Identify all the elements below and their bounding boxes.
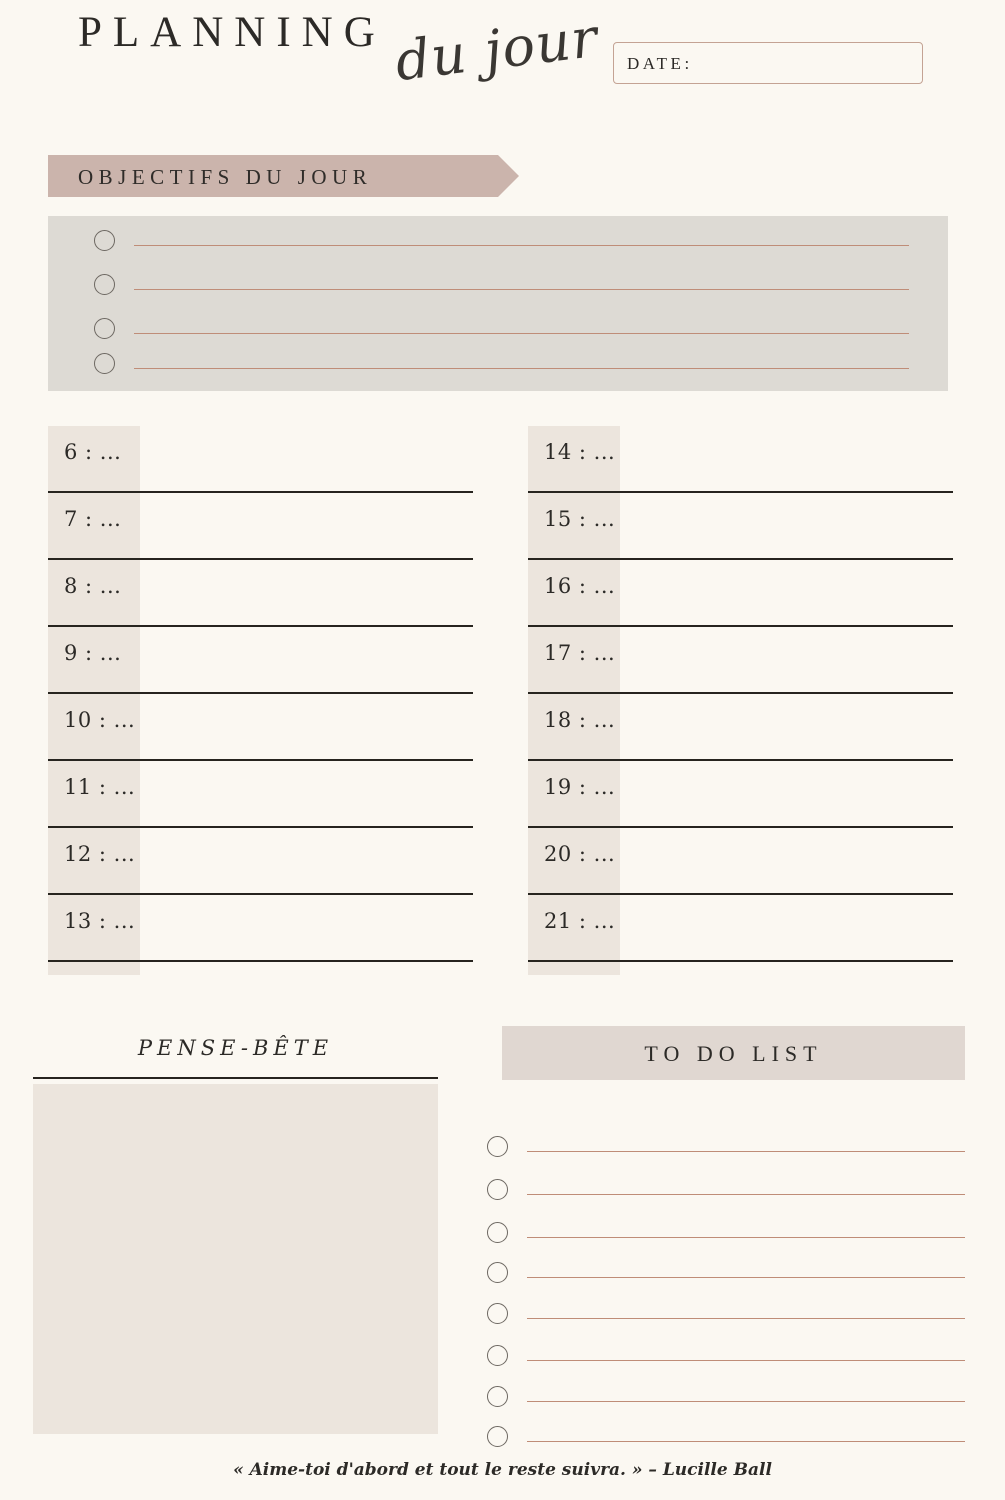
hour-label: 6 : ... [64,440,122,464]
schedule-row[interactable] [528,694,953,761]
schedule-row[interactable] [48,895,473,962]
checkbox-circle-icon[interactable] [487,1426,508,1447]
schedule-row[interactable] [528,895,953,962]
hour-label: 14 : ... [544,440,616,464]
checkbox-circle-icon[interactable] [487,1262,508,1283]
objectifs-banner [48,155,498,197]
schedule-row[interactable] [528,828,953,895]
todo-writing-line [527,1441,965,1442]
hour-label: 8 : ... [64,574,122,598]
hour-label: 9 : ... [64,641,122,665]
hour-label: 13 : ... [64,909,136,933]
hour-label: 7 : ... [64,507,122,531]
schedule-row[interactable] [48,761,473,828]
hour-label: 18 : ... [544,708,616,732]
date-label: DATE: [627,54,693,73]
hour-label: 17 : ... [544,641,616,665]
hour-label: 15 : ... [544,507,616,531]
objectif-writing-line [134,368,909,369]
todo-title: TO DO LIST [644,1041,823,1066]
date-field[interactable] [613,42,923,84]
objectif-writing-line [134,333,909,334]
page-title-script: du jour [391,5,602,94]
todo-writing-line [527,1401,965,1402]
todo-banner [502,1026,965,1080]
hour-label: 20 : ... [544,842,616,866]
todo-writing-line [527,1151,965,1152]
hour-label: 19 : ... [544,775,616,799]
todo-row[interactable] [487,1262,965,1284]
schedule-row[interactable] [48,560,473,627]
objectif-row[interactable] [94,230,909,252]
checkbox-circle-icon[interactable] [94,230,115,251]
pense-bete-rule [33,1077,438,1079]
footer-quote: « Aime-toi d'abord et tout le reste suivra. » – Lucille Ball [233,1460,772,1480]
checkbox-circle-icon[interactable] [94,274,115,295]
todo-row[interactable] [487,1136,965,1158]
schedule-row[interactable] [528,493,953,560]
checkbox-circle-icon[interactable] [94,353,115,374]
pense-bete-title: PENSE-BÊTE [137,1036,334,1060]
checkbox-circle-icon[interactable] [487,1345,508,1366]
todo-row[interactable] [487,1179,965,1201]
objectif-row[interactable] [94,274,909,296]
hour-label: 21 : ... [544,909,616,933]
objectif-row[interactable] [94,318,909,340]
todo-writing-line [527,1194,965,1195]
objectifs-panel [48,216,948,391]
objectif-row[interactable] [94,353,909,375]
hour-writing-line [48,960,473,962]
checkbox-circle-icon[interactable] [487,1136,508,1157]
checkbox-circle-icon[interactable] [487,1179,508,1200]
hour-writing-line [528,960,953,962]
page-header [0,0,1005,150]
todo-row[interactable] [487,1345,965,1367]
schedule-row[interactable] [48,694,473,761]
checkbox-circle-icon[interactable] [487,1222,508,1243]
todo-writing-line [527,1318,965,1319]
hour-label: 12 : ... [64,842,136,866]
schedule-row[interactable] [528,426,953,493]
hour-label: 11 : ... [64,775,136,799]
todo-writing-line [527,1237,965,1238]
todo-row[interactable] [487,1222,965,1244]
todo-writing-line [527,1277,965,1278]
checkbox-circle-icon[interactable] [487,1386,508,1407]
schedule-row[interactable] [528,560,953,627]
checkbox-circle-icon[interactable] [487,1303,508,1324]
pense-bete-box[interactable] [33,1084,438,1434]
todo-row[interactable] [487,1426,965,1448]
objectifs-title: OBJECTIFS DU JOUR [78,165,373,189]
schedule-row[interactable] [48,828,473,895]
todo-writing-line [527,1360,965,1361]
schedule-row[interactable] [528,627,953,694]
checkbox-circle-icon[interactable] [94,318,115,339]
hour-label: 16 : ... [544,574,616,598]
page-title: PLANNING [78,9,386,56]
objectif-writing-line [134,245,909,246]
hour-label: 10 : ... [64,708,136,732]
schedule-row[interactable] [48,627,473,694]
todo-row[interactable] [487,1386,965,1408]
schedule-row[interactable] [48,493,473,560]
objectif-writing-line [134,289,909,290]
schedule-row[interactable] [48,426,473,493]
todo-row[interactable] [487,1303,965,1325]
schedule-row[interactable] [528,761,953,828]
